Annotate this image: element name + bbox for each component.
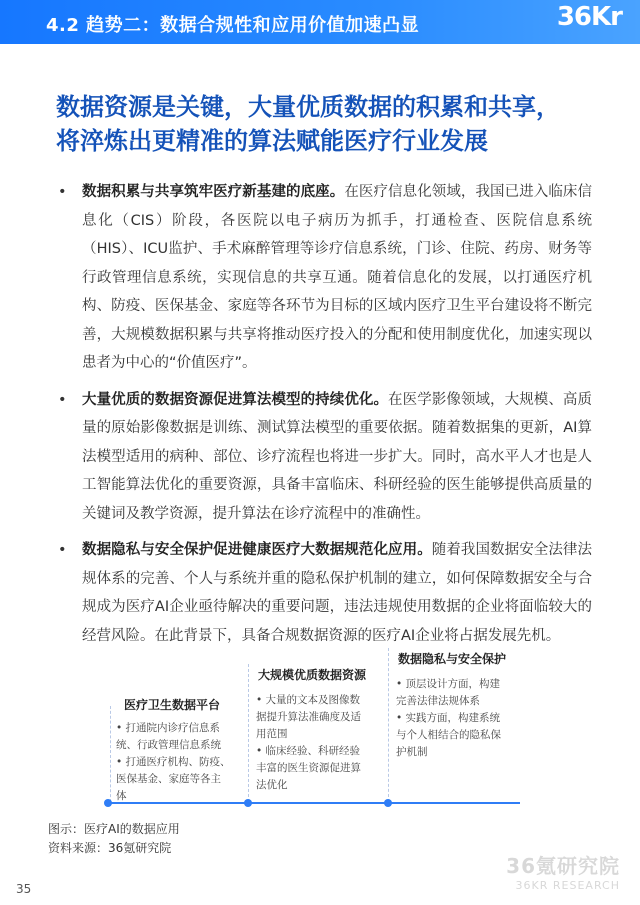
header-bar xyxy=(0,0,640,44)
column-text xyxy=(116,720,244,805)
column-title: 大规模优质数据资源 xyxy=(258,668,367,682)
column-line: 护机制 xyxy=(396,746,428,758)
column-line: 完善法律法规体系 xyxy=(396,695,480,707)
timeline-node xyxy=(244,799,252,807)
bullet-dot-icon: • xyxy=(58,542,67,558)
bullet-list xyxy=(60,178,592,658)
bullet-body: 在医学影像领域，大规模、高质量的原始影像数据是训练、测试算法模型的重要依据。随着数据集的更新，AI算法模型适用的病种、部位、诊疗流程也将进一步扩大。同时，高水平人才也是人工智能算法优化的重要资源，具备丰富临床、科研经验的医生能够提供高质量的关键词及教学资源，提升算法在诊疗流程中的准确性。 xyxy=(82,391,593,522)
page-number: 35 xyxy=(16,882,32,896)
headline-line-2: 将淬炼出更精准的算法赋能医疗行业发展 xyxy=(56,127,488,155)
column-title: 医疗卫生数据平台 xyxy=(124,698,221,712)
column-line: 体 xyxy=(116,790,127,802)
bullet-dot-icon: • xyxy=(58,184,67,200)
column-line: 用范围 xyxy=(256,728,288,740)
brand-logo: 36Kr xyxy=(556,2,622,32)
page-headline xyxy=(56,90,616,158)
watermark-line-1: 36氪研究院 xyxy=(506,854,620,878)
column-line: • 打通院内诊疗信息系 xyxy=(116,722,221,734)
figure-caption xyxy=(48,820,180,858)
dashed-guide xyxy=(248,664,249,802)
bullet-body: 随着我国数据安全法律法规体系的完善、个人与系统并重的隐私保护机制的建立，如何保障数据安全与合规成为医疗AI企业亟待解决的重要问题，违法违规使用数据的企业将面临较大的经营风险。在此背景下，具备合规数据资源的医疗AI企业将占据发展先机。 xyxy=(82,542,593,644)
source-label: 资料来源：36氪研究院 xyxy=(48,841,172,855)
bullet-lead: 数据积累与共享筑牢医疗新基建的底座。 xyxy=(82,184,345,200)
section-title: 4.2 趋势二：数据合规性和应用价值加速凸显 xyxy=(46,15,420,36)
column-line: 统、行政管理信息系统 xyxy=(116,739,221,751)
column-line: 据提升算法准确度及适 xyxy=(256,711,361,723)
watermark-line-2: 36KR RESEARCH xyxy=(515,879,620,892)
column-title: 数据隐私与安全保护 xyxy=(398,652,507,666)
column-line: • 大量的文本及图像数 xyxy=(256,694,361,706)
column-text xyxy=(396,676,520,761)
column-line: • 顶层设计方面，构建 xyxy=(396,678,501,690)
bullet-lead: 大量优质的数据资源促进算法模型的持续优化。 xyxy=(82,391,389,408)
timeline-node xyxy=(104,799,112,807)
column-line: • 临床经验、科研经验 xyxy=(256,745,361,757)
bullet-item xyxy=(60,178,592,378)
dashed-guide xyxy=(110,706,111,802)
dashed-guide xyxy=(388,648,389,802)
data-application-diagram xyxy=(102,648,520,808)
figure-label: 图示：医疗AI的数据应用 xyxy=(48,822,180,836)
bullet-dot-icon: • xyxy=(58,391,67,408)
bullet-item xyxy=(60,536,592,650)
column-text xyxy=(256,692,384,794)
column-line: 丰富的医生资源促进算 xyxy=(256,762,361,774)
bullet-body: 在医疗信息化领域，我国已进入临床信息化（CIS）阶段，各医院以电子病历为抓手，打通检查、医院信息系统（HIS）、ICU监护、手术麻醉管理等诊疗信息系统，门诊、住院、药房、财务等行政管理信息系统，实现信息的共享互通。随着信息化的发展，以打通医疗机构、防疫、医保基金、家庭等各环节为目标的区域内医疗卫生平台建设将不断完善，大规模数据积累与共享将推动医疗投入的分配和使用制度优化，加速实现以患者为中心的“价值医疗”。 xyxy=(82,184,593,371)
column-line: 法优化 xyxy=(256,779,288,791)
column-line: 医保基金、家庭等各主 xyxy=(116,773,221,785)
timeline-node xyxy=(384,799,392,807)
headline-line-1: 数据资源是关键，大量优质数据的积累和共享， xyxy=(56,93,560,121)
watermark xyxy=(506,850,620,892)
column-line: • 打通医疗机构、防疫、 xyxy=(116,756,231,768)
bullet-item xyxy=(60,386,592,529)
column-line: 与个人相结合的隐私保 xyxy=(396,729,501,741)
bullet-lead: 数据隐私与安全保护促进健康医疗大数据规范化应用。 xyxy=(82,542,432,558)
column-line: • 实践方面，构建系统 xyxy=(396,712,501,724)
